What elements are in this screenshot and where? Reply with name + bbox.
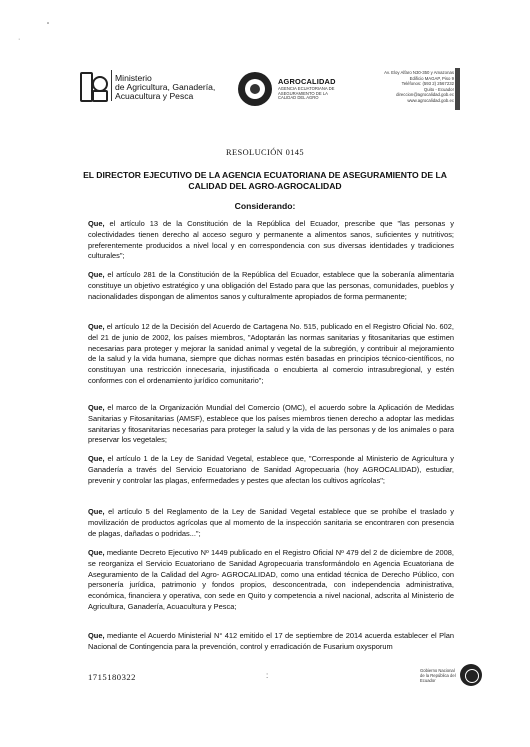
ministry-logo — [78, 70, 215, 102]
agrocalidad-emblem-icon — [238, 72, 272, 106]
considerando-heading: Considerando: — [234, 201, 296, 211]
scan-mark: ˚ — [47, 23, 50, 30]
agrocalidad-logo — [238, 72, 336, 106]
scan-mark: · — [18, 36, 21, 43]
paragraph: Que, mediante el Acuerdo Ministerial N° 412 emitido el 17 de septiembre de 2014 acuerda establecer el Plan Nacional de Contingencia para la prevención, control y erradicación de Fusarium oxysporum — [88, 631, 454, 651]
paragraph: Que, el artículo 5 del Reglamento de la Ley de Sanidad Vegetal establece que se prohíbe el traslado y movilización de productos agrícolas que al momento de la inspección sanitaria se encontraren con presencia de plagas, dañadas o podridas..."; — [88, 507, 454, 538]
agency-name: AGROCALIDAD — [278, 77, 336, 87]
document-number: 1715180322 — [88, 672, 136, 682]
seal-icon — [460, 664, 482, 686]
seal-caption: Gobierno Nacional de la República del Ecuador — [420, 667, 456, 683]
paragraph: Que, el artículo 12 de la Decisión del Acuerdo de Cartagena No. 515, publicado en el Registro Oficial No. 602, del 21 de junio de 2002, los países miembros, "Adoptarán las normas sanitarias y fitosanitarias que estimen necesarias para proteger y mejorar la sanidad animal y vegetal de la subregión, y contribuir al mejoramiento de la salud y la vida humana, siempre que dichas normas estén basadas en principios técnico-científicos, no constituyan una restricción innecesaria, injustificada o encubierta al comercio intrasubregional, y estén conformes con el ordenamiento jurídico comunitario"; — [88, 322, 454, 385]
paragraph: Que, mediante Decreto Ejecutivo Nº 1449 publicado en el Registro Oficial Nº 479 del 2 de diciembre de 2008, se reorganiza el Servicio Ecuatoriano de Sanidad Agropecuaria transformándolo en Agencia Ecuatoriana de Aseguramiento de la Calidad del Agro- AGROCALIDAD, como una entidad técnica de Derecho Público, con personería jurídica, patrimonio y fondos propios, desconcentrada, con independencia administrativa, económica, financiera y operativa, con sede en Quito y competencia a nivel nacional, adscrita al Ministerio de Agricultura, Ganadería, Acuacultura y Pesca; — [88, 548, 454, 611]
paragraph: Que, el artículo 1 de la Ley de Sanidad Vegetal, establece que, "Corresponde al Ministerio de Agricultura y Ganadería a través del Servicio Ecuatoriano de Sanidad Agropecuaria (hoy AGROCALIDAD), estudiar, prevenir y controlar las plagas, enfermedades y pestes que afectan los cultivos agrícolas"; — [88, 454, 454, 485]
agency-subtitle: AGENCIA ECUATORIANA DE ASEGURAMIENTO DE LA CALIDAD DEL AGRO — [278, 86, 335, 101]
contact-info: Av. Eloy Alfaro N30-350 y Amazonas Edificio MAGAP, Piso 9 Teléfonos: (593 2) 2567232 Quito - Ecuador direccion@agrocalidad.gob.ec www.agrocalidad.gob.ec — [384, 70, 454, 103]
resolution-title: RESOLUCIÓN 0145 — [226, 148, 304, 157]
header-color-bar — [455, 68, 460, 110]
paragraph: Que, el marco de la Organización Mundial del Comercio (OMC), el acuerdo sobre la Aplicación de Medidas Sanitarias y Fitosanitarias (AMSF), establece que los países miembros tienen derecho a adoptar las medidas sanitarias y fitosanitarias necesarias para proteger la salud y la vida de las personas y de los animales o para preservar los vegetales; — [88, 403, 454, 445]
government-seal — [420, 664, 482, 686]
paragraph: Que, el artículo 13 de la Constitución de la República del Ecuador, prescribe que "las personas y colectividades tienen derecho al acceso seguro y permanente a alimentos sanos, suficientes y nutritivos; preferentemente producidos a nivel local y en correspondencia con sus diversas identidades y tradiciones culturales"; — [88, 219, 454, 261]
document-heading: EL DIRECTOR EJECUTIVO DE LA AGENCIA ECUATORIANA DE ASEGURAMIENTO DE LA CALIDAD DEL AGRO-AGROCALIDAD — [83, 170, 447, 191]
paragraph: Que, el artículo 281 de la Constitución de la República del Ecuador, establece que la soberanía alimentaria constituye un objetivo estratégico y una obligación del Estado para que las personas, comunidades, pueblos y nacionalidades dispongan de alimentos sanos y culturalmente apropiados de forma permanente; — [88, 270, 454, 301]
ministry-emblem-icon — [78, 70, 108, 102]
ministry-name: Ministerio de Agricultura, Ganadería, Acuacultura y Pesca — [111, 70, 215, 101]
page-mark: : — [266, 671, 269, 680]
